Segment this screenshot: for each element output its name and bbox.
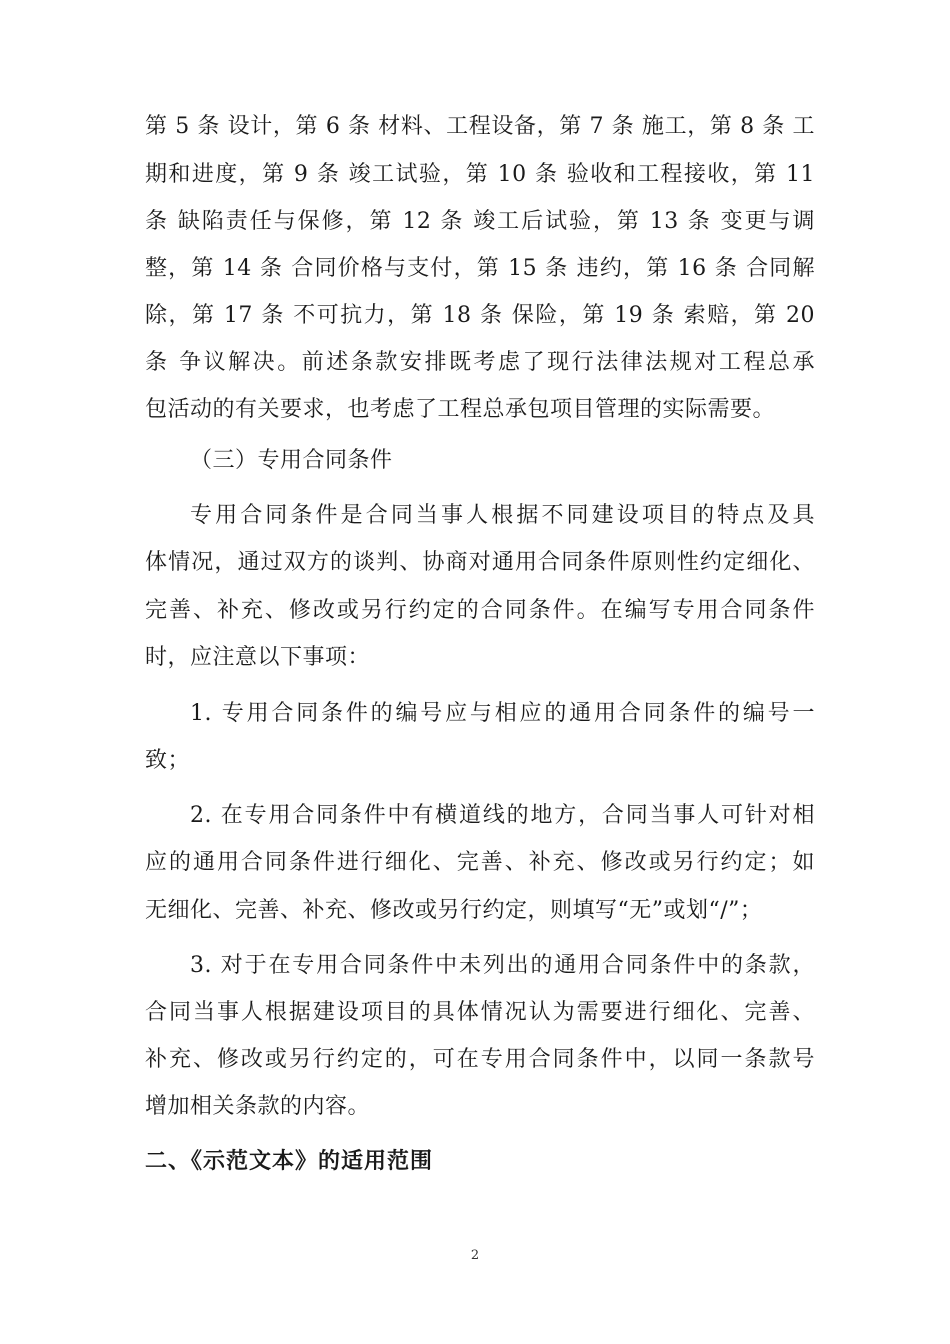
paragraph-line: 条 缺陷责任与保修，第 12 条 竣工后试验，第 13 条 变更与调 (145, 209, 815, 234)
paragraph-line: 第 5 条 设计，第 6 条 材料、工程设备，第 7 条 施工，第 8 条 工 (145, 114, 815, 139)
subsection-title: （三）专用合同条件 (190, 448, 393, 473)
paragraph-line: 体情况，通过双方的谈判、协商对通用合同条件原则性约定细化、 (145, 550, 815, 575)
list-item-line: 补充、修改或另行约定的，可在专用合同条件中，以同一条款号 (145, 1047, 815, 1072)
paragraph-line: 条 争议解决。前述条款安排既考虑了现行法律法规对工程总承 (145, 350, 815, 375)
list-item-line: 2. 在专用合同条件中有横道线的地方，合同当事人可针对相 (190, 803, 815, 828)
paragraph-line: 完善、补充、修改或另行约定的合同条件。在编写专用合同条件 (145, 598, 815, 623)
page-number: 2 (470, 1248, 480, 1263)
section-heading: 二、《示范文本》的适用范围 (145, 1149, 434, 1174)
list-item-line: 致； (145, 748, 191, 773)
list-item-line: 合同当事人根据建设项目的具体情况认为需要进行细化、完善、 (145, 1000, 815, 1025)
paragraph-line: 除，第 17 条 不可抗力，第 18 条 保险，第 19 条 索赔，第 20 (145, 303, 815, 328)
paragraph-line: 期和进度，第 9 条 竣工试验，第 10 条 验收和工程接收，第 11 (145, 162, 815, 187)
paragraph-line: 时，应注意以下事项： (145, 645, 371, 670)
paragraph-line: 包活动的有关要求，也考虑了工程总承包项目管理的实际需要。 (145, 397, 776, 422)
paragraph-line: 专用合同条件是合同当事人根据不同建设项目的特点及具 (190, 503, 815, 528)
list-item-line: 1. 专用合同条件的编号应与相应的通用合同条件的编号一 (190, 701, 815, 726)
list-item-line: 3. 对于在专用合同条件中未列出的通用合同条件中的条款， (190, 953, 815, 978)
list-item-line: 增加相关条款的内容。 (145, 1094, 371, 1119)
paragraph-line: 整，第 14 条 合同价格与支付，第 15 条 违约，第 16 条 合同解 (145, 256, 815, 281)
list-item-line: 无细化、完善、补充、修改或另行约定，则填写“无”或划“/”； (145, 898, 763, 923)
list-item-line: 应的通用合同条件进行细化、完善、补充、修改或另行约定；如 (145, 850, 815, 875)
